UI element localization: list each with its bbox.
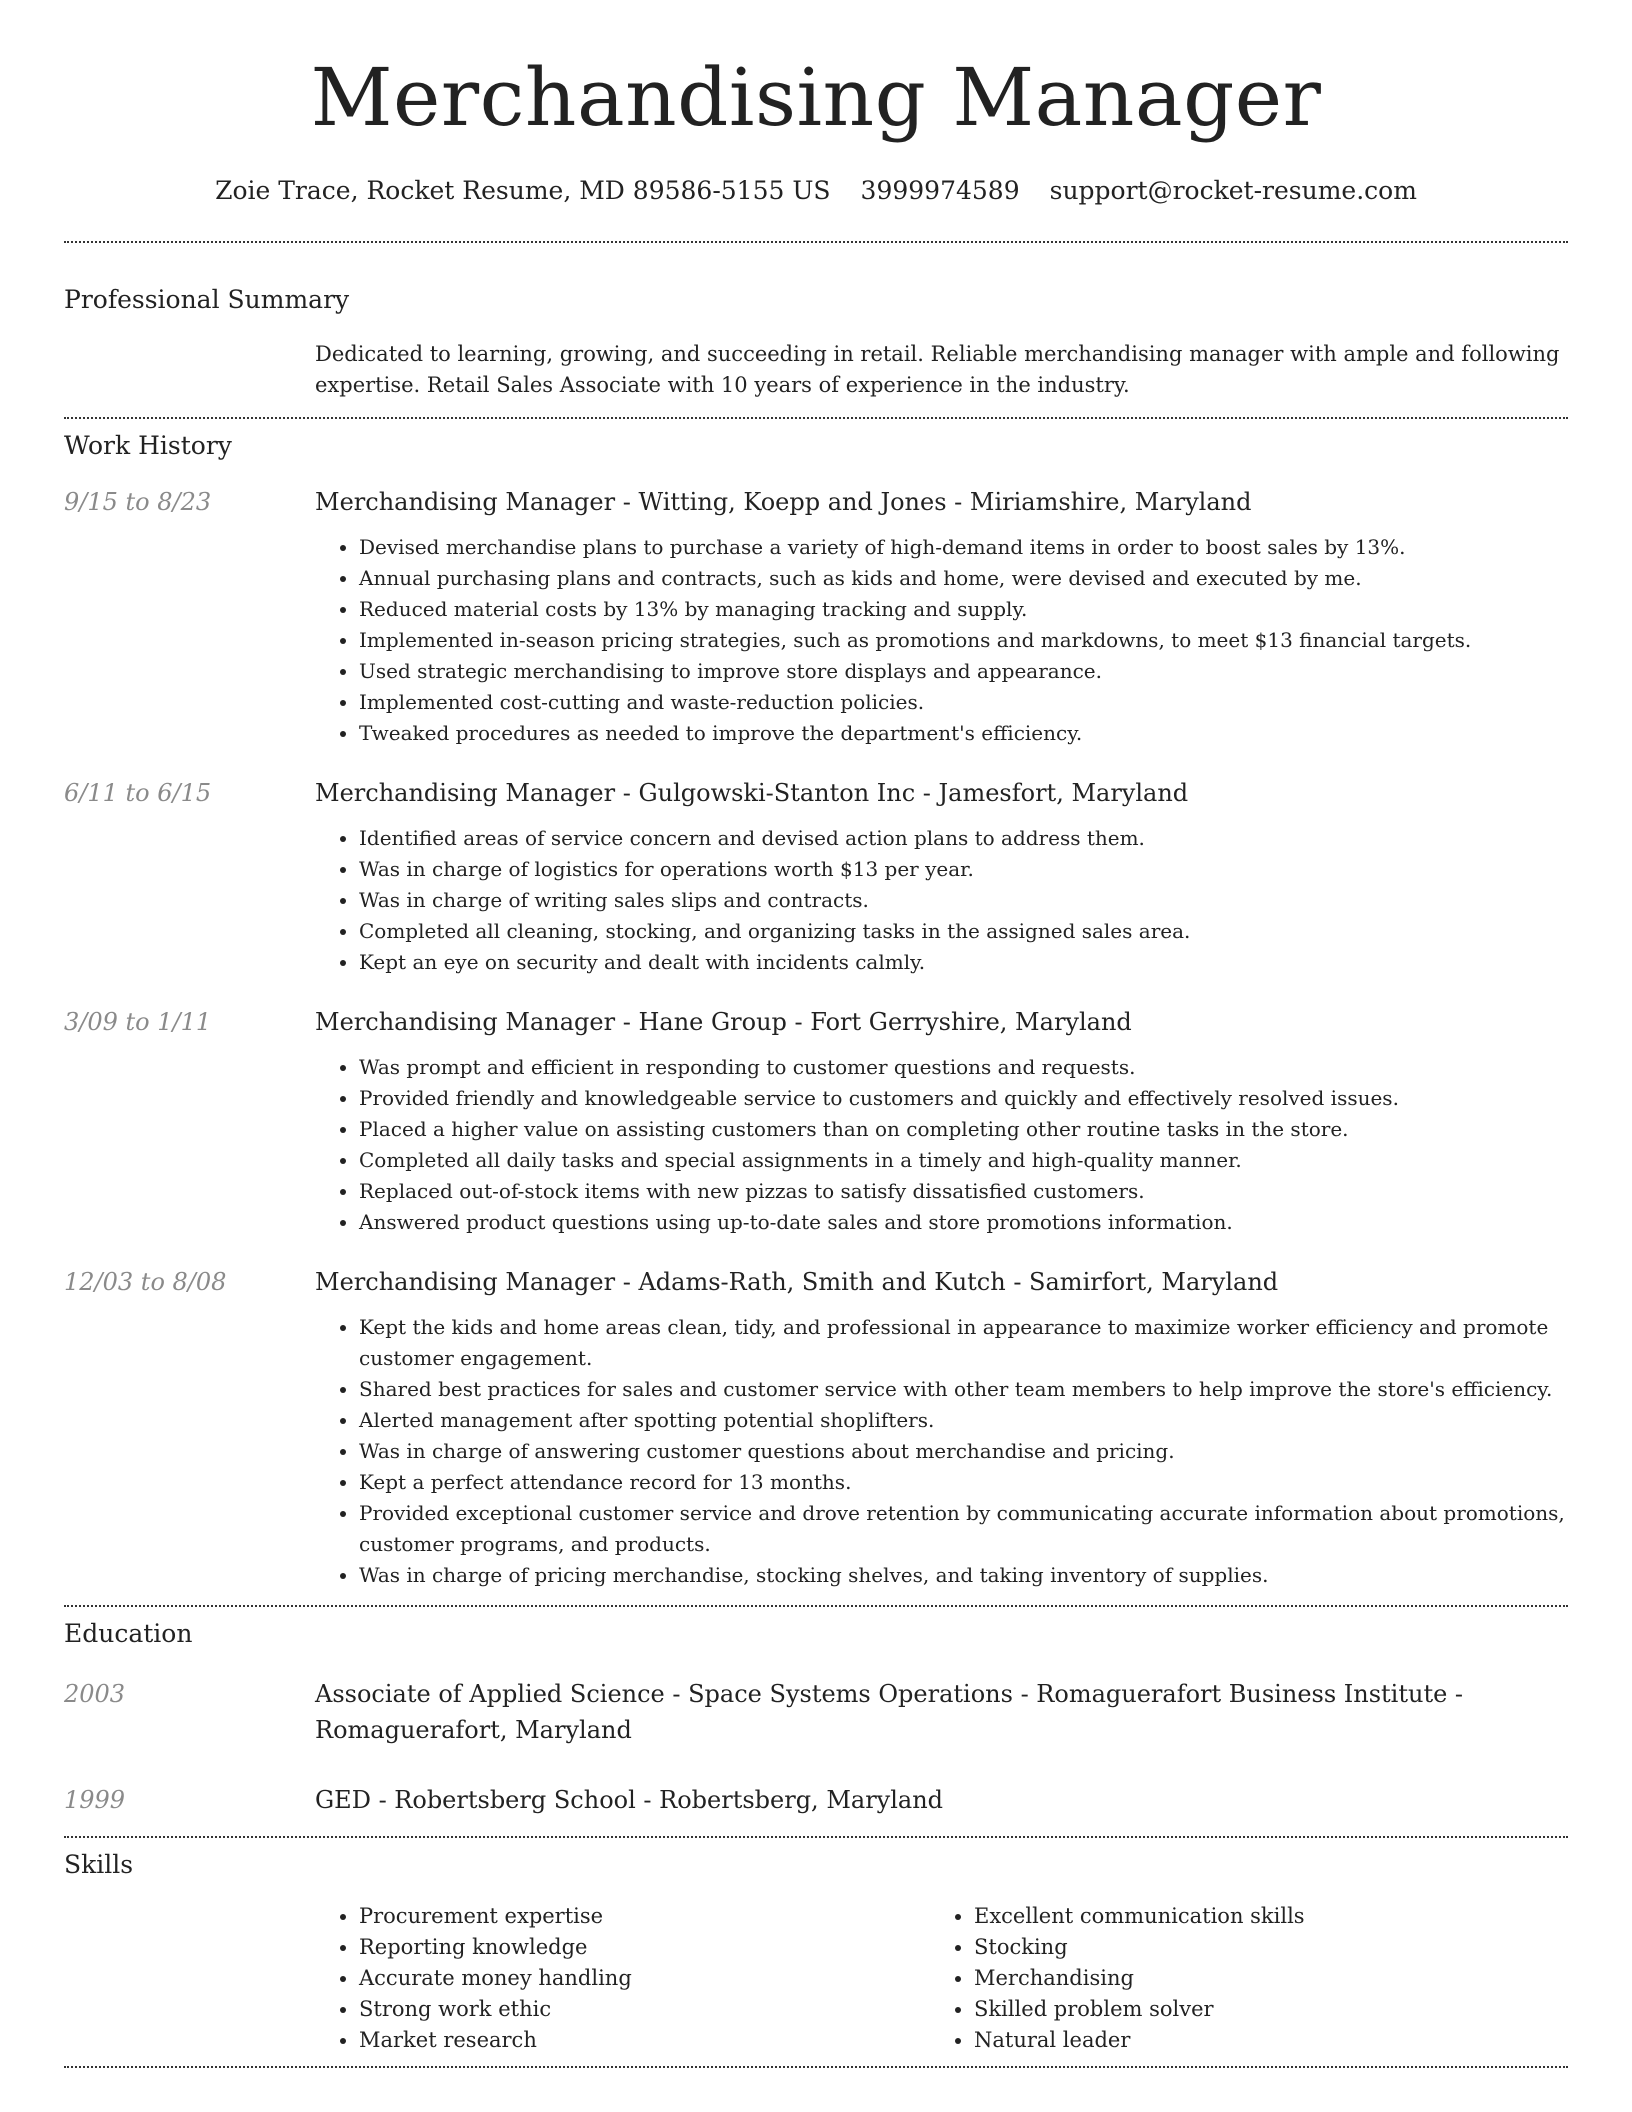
divider [64,2066,1568,2068]
divider [64,417,1568,419]
list-item: • Market research [359,2025,930,2056]
email[interactable]: support@rocket-resume.com [1049,176,1417,205]
divider [64,1836,1568,1838]
job-title: Merchandising Manager - Gulgowski-Stanton Inc - Jamesfort, Maryland [315,779,1189,807]
list-item: • Kept an eye on security and dealt with incidents calmly. [359,947,1568,978]
education-year: 1999 [64,1786,126,1814]
list-item: • Answered product questions using up-to-date sales and store promotions information. [359,1207,1568,1238]
list-item: • Identified areas of service concern and devised action plans to address them. [359,823,1568,854]
section-title: Work History [64,431,232,460]
list-item: • Alerted management after spotting potential shoplifters. [359,1405,1568,1436]
list-item: • Accurate money handling [359,1963,930,1994]
list-item: • Strong work ethic [359,1994,930,2025]
list-item: • Was in charge of answering customer questions about merchandise and pricing. [359,1436,1568,1467]
contact-line [64,176,1568,205]
education-year: 2003 [64,1680,126,1708]
education-entry [64,1676,1568,1748]
job-entry [64,775,1568,978]
list-item: • Kept a perfect attendance record for 13 months. [359,1467,1568,1498]
education-entry [64,1782,1568,1818]
summary-text: Dedicated to learning, growing, and succeeding in retail. Reliable merchandising manager with ample and following expertise. Retail Sales Associate with 10 years of experience in the industry. [315,342,1560,397]
skills-columns [315,1901,1568,2056]
list-item: • Was in charge of writing sales slips and contracts. [359,885,1568,916]
list-item: • Skilled problem solver [974,1994,1545,2025]
section-title: Professional Summary [64,285,350,314]
list-item: • Provided friendly and knowledgeable service to customers and quickly and effectively resolved issues. [359,1083,1568,1114]
job-bullets [315,823,1568,978]
list-item: • Merchandising [974,1963,1545,1994]
job-bullets [315,532,1568,749]
list-item: • Placed a higher value on assisting customers than on completing other routine tasks in the store. [359,1114,1568,1145]
job-title: Merchandising Manager - Hane Group - Fort Gerryshire, Maryland [315,1008,1132,1036]
education-section [64,1619,1568,1818]
list-item: • Implemented cost-cutting and waste-reduction policies. [359,687,1568,718]
job-bullets [315,1052,1568,1238]
job-dates: 9/15 to 8/23 [64,488,212,516]
list-item: • Annual purchasing plans and contracts, such as kids and home, were devised and executed by me. [359,563,1568,594]
divider [64,241,1568,243]
resume-title: Merchandising Manager [310,51,1322,144]
work-history-section [64,431,1568,1591]
list-item: • Was in charge of pricing merchandise, stocking shelves, and taking inventory of supplies. [359,1560,1568,1591]
list-item: • Provided exceptional customer service and drove retention by communicating accurate information about promotions, customer programs, and products. [359,1498,1568,1560]
list-item: • Devised merchandise plans to purchase a variety of high-demand items in order to boost sales by 13%. [359,532,1568,563]
list-item: • Stocking [974,1932,1545,1963]
section-title: Education [64,1619,193,1648]
list-item: • Procurement expertise [359,1901,930,1932]
list-item: • Completed all cleaning, stocking, and organizing tasks in the assigned sales area. [359,916,1568,947]
job-title: Merchandising Manager - Witting, Koepp and Jones - Miriamshire, Maryland [315,488,1252,516]
list-item: • Used strategic merchandising to improve store displays and appearance. [359,656,1568,687]
skills-list-right [930,1901,1545,2056]
job-dates: 3/09 to 1/11 [64,1008,212,1036]
list-item: • Completed all daily tasks and special assignments in a timely and high-quality manner. [359,1145,1568,1176]
summary-section [64,285,1568,401]
job-entry [64,484,1568,749]
list-item: • Shared best practices for sales and customer service with other team members to help improve the store's efficiency. [359,1374,1568,1405]
list-item: • Replaced out-of-stock items with new pizzas to satisfy dissatisfied customers. [359,1176,1568,1207]
list-item: • Reduced material costs by 13% by managing tracking and supply. [359,594,1568,625]
job-entry [64,1004,1568,1238]
skills-section [64,1850,1568,2056]
education-title: Associate of Applied Science - Space Systems Operations - Romaguerafort Business Institute - Romaguerafort, Maryland [315,1680,1464,1744]
list-item: • Natural leader [974,2025,1545,2056]
job-dates: 12/03 to 8/08 [64,1268,227,1296]
section-title: Skills [64,1850,134,1879]
list-item: • Was prompt and efficient in responding to customer questions and requests. [359,1052,1568,1083]
job-bullets [315,1312,1568,1591]
phone: 3999974589 [860,176,1020,205]
list-item: • Kept the kids and home areas clean, tidy, and professional in appearance to maximize worker efficiency and promote customer engagement. [359,1312,1568,1374]
divider [64,1605,1568,1607]
list-item: • Reporting knowledge [359,1932,930,1963]
skills-list-left [315,1901,930,2056]
list-item: • Was in charge of logistics for operations worth $13 per year. [359,854,1568,885]
address: Zoie Trace, Rocket Resume, MD 89586-5155 US [215,176,831,205]
list-item: • Tweaked procedures as needed to improve the department's efficiency. [359,718,1568,749]
job-title: Merchandising Manager - Adams-Rath, Smith and Kutch - Samirfort, Maryland [315,1268,1279,1296]
job-dates: 6/11 to 6/15 [64,779,212,807]
education-title: GED - Robertsberg School - Robertsberg, Maryland [315,1786,944,1814]
list-item: • Excellent communication skills [974,1901,1545,1932]
list-item: • Implemented in-season pricing strategies, such as promotions and markdowns, to meet $13 financial targets. [359,625,1568,656]
job-entry [64,1264,1568,1591]
